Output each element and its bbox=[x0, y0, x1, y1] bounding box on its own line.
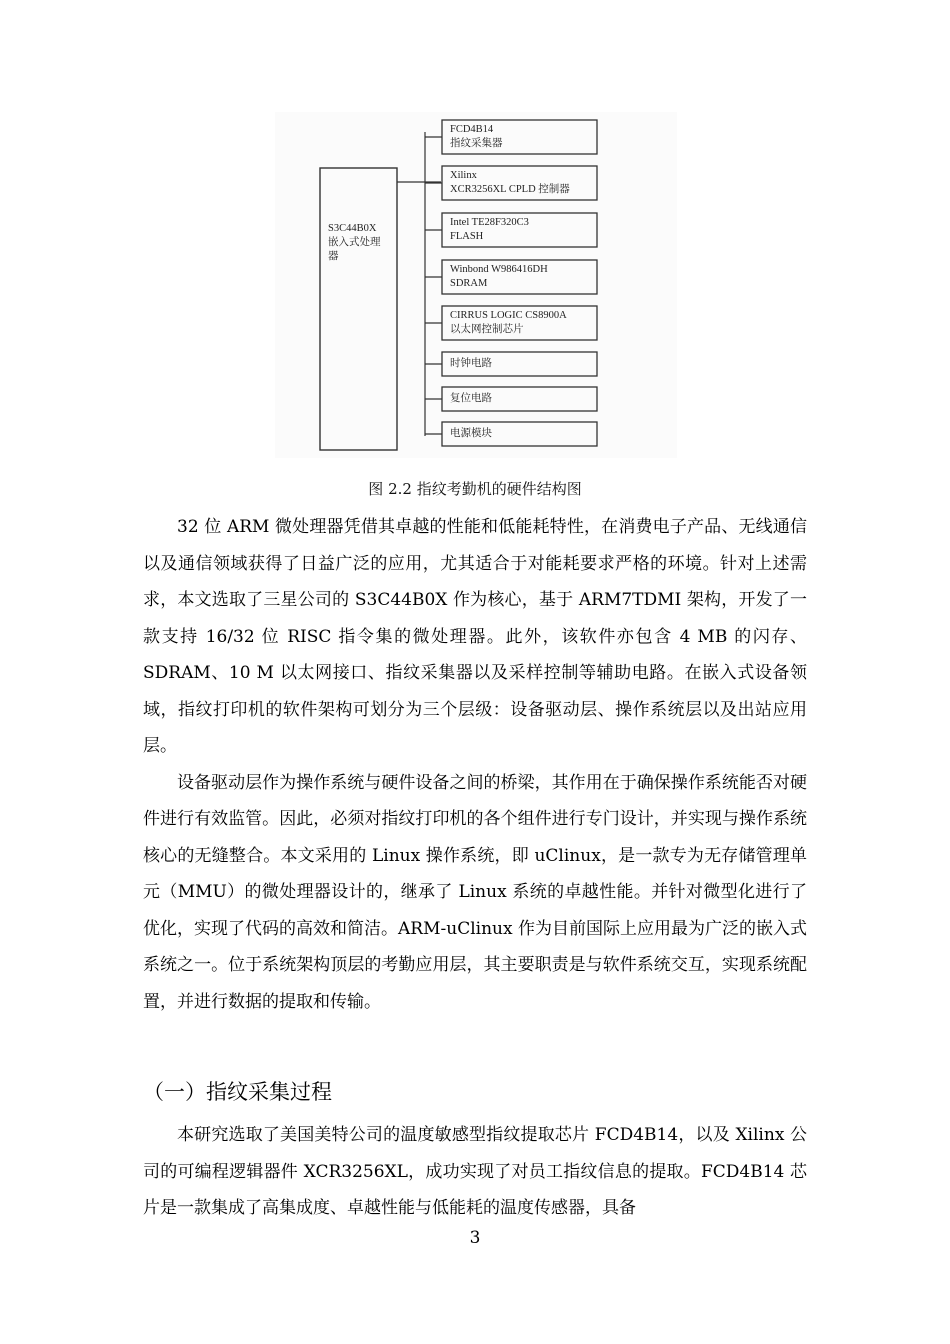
processor-box bbox=[320, 168, 397, 450]
section-heading: （一）指纹采集过程 bbox=[143, 1080, 332, 1104]
component-label: Xilinx XCR3256XL CPLD 控制器 bbox=[450, 170, 570, 195]
component-label: Winbond W986416DH SDRAM bbox=[450, 264, 548, 289]
component-label: 时钟电路 bbox=[450, 358, 492, 369]
figure-caption: 图 2.2 指纹考勤机的硬件结构图 bbox=[368, 480, 582, 498]
hardware-structure-diagram bbox=[275, 112, 677, 458]
component-label: 复位电路 bbox=[450, 393, 492, 404]
component-label: FCD4B14 指纹采集器 bbox=[450, 124, 503, 149]
page-number: 3 bbox=[469, 1228, 481, 1248]
body-section-1 bbox=[143, 509, 807, 1020]
processor-label: S3C44B0X 嵌入式处理 器 bbox=[328, 223, 381, 262]
component-label: CIRRUS LOGIC CS8900A 以太网控制芯片 bbox=[450, 310, 567, 335]
paragraph-3: 本研究选取了美国美特公司的温度敏感型指纹提取芯片 FCD4B14，以及 Xilinx 公司的可编程逻辑器件 XCR3256XL，成功实现了对员工指纹信息的提取。FCD4B14 芯片是一款集成了高集成度、卓越性能与低能耗的温度传感器，具备 bbox=[143, 1125, 807, 1218]
component-label: Intel TE28F320C3 FLASH bbox=[450, 217, 529, 242]
component-label: 电源模块 bbox=[450, 428, 492, 439]
body-section-2 bbox=[143, 1117, 807, 1227]
paragraph-1: 32 位 ARM 微处理器凭借其卓越的性能和低能耗特性，在消费电子产品、无线通信以及通信领域获得了日益广泛的应用，尤其适合于对能耗要求严格的环境。针对上述需求，本文选取了三星公司的 S3C44B0X 作为核心，基于 ARM7TDMI 架构，开发了一款支持 16/32 位 RISC 指令集的微处理器。此外，该软件亦包含 4 MB 的闪存、SDRAM、10 M 以太网接口、指纹采集器以及采样控制等辅助电路。在嵌入式设备领域，指纹打印机的软件架构可划分为三个层级：设备驱动层、操作系统层以及出站应用层。 bbox=[143, 517, 807, 756]
paragraph-2: 设备驱动层作为操作系统与硬件设备之间的桥梁，其作用在于确保操作系统能否对硬件进行有效监管。因此，必须对指纹打印机的各个组件进行专门设计，并实现与操作系统核心的无缝整合。本文采用的 Linux 操作系统，即 uClinux，是一款专为无存储管理单元（MMU）的微处理器设计的，继承了 Linux 系统的卓越性能。并针对微型化进行了优化，实现了代码的高效和简洁。ARM-uClinux 作为目前国际上应用最为广泛的嵌入式系统之一。位于系统架构顶层的考勤应用层，其主要职责是与软件系统交互，实现系统配置，并进行数据的提取和传输。 bbox=[143, 772, 807, 1012]
